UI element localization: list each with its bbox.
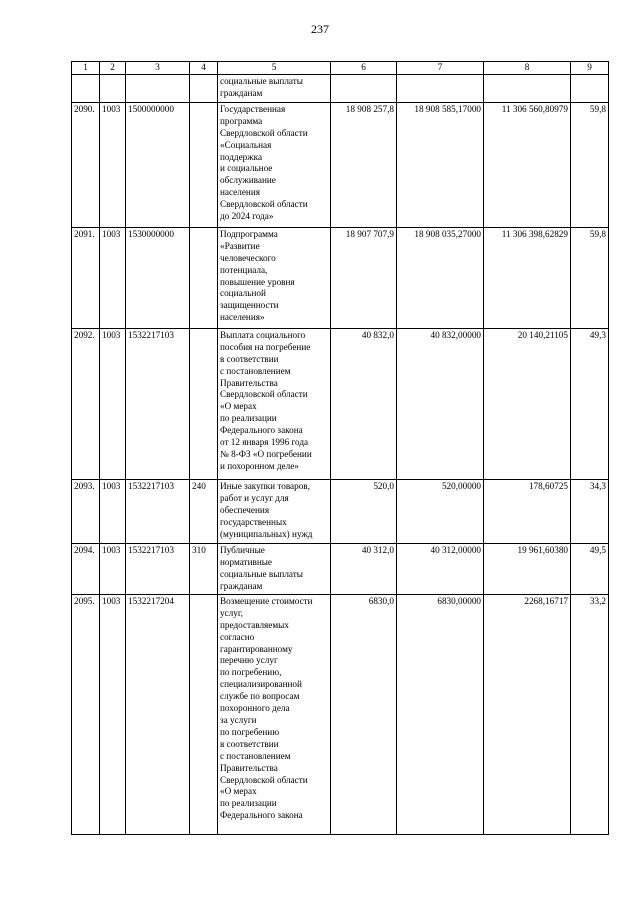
target-article-code: 1530000000: [126, 227, 190, 328]
section-code: [100, 74, 126, 102]
table-row: [72, 479, 609, 543]
item-name: Публичные нормативные социальные выплаты гражданам: [218, 543, 331, 594]
planned-amount: [331, 74, 397, 102]
expense-type-code: 310: [190, 543, 218, 594]
item-name: Государственная программа Свердловской области «Социальная поддержка и социальное обслуживание населения Свердловской области до 2024 года»: [218, 102, 331, 227]
table-row: [72, 102, 609, 227]
section-code: 1003: [100, 328, 126, 479]
column-header: 8: [484, 62, 571, 75]
table-row: [72, 543, 609, 594]
target-article-code: 1532217103: [126, 479, 190, 543]
expense-type-code: [190, 227, 218, 328]
budget-table: [71, 61, 609, 835]
planned-amount: 18 908 257,8: [331, 102, 397, 227]
row-number: 2092.: [72, 328, 100, 479]
item-name: Подпрограмма «Развитие человеческого потенциала, повышение уровня социальной защищенности населения»: [218, 227, 331, 328]
adjusted-amount: 6830,00000: [397, 594, 484, 834]
executed-amount: 19 961,60380: [484, 543, 571, 594]
adjusted-amount: [397, 74, 484, 102]
execution-percent: 59,8: [571, 227, 609, 328]
adjusted-amount: 40 312,00000: [397, 543, 484, 594]
section-code: 1003: [100, 227, 126, 328]
executed-amount: 178,60725: [484, 479, 571, 543]
row-number: [72, 74, 100, 102]
column-header: 4: [190, 62, 218, 75]
target-article-code: [126, 74, 190, 102]
expense-type-code: [190, 594, 218, 834]
column-header: 7: [397, 62, 484, 75]
planned-amount: 520,0: [331, 479, 397, 543]
column-header: 5: [218, 62, 331, 75]
expense-type-code: 240: [190, 479, 218, 543]
execution-percent: 34,3: [571, 479, 609, 543]
planned-amount: 40 312,0: [331, 543, 397, 594]
planned-amount: 6830,0: [331, 594, 397, 834]
column-header: 3: [126, 62, 190, 75]
table-row: [72, 594, 609, 834]
table-row: [72, 227, 609, 328]
section-code: 1003: [100, 543, 126, 594]
expense-type-code: [190, 74, 218, 102]
item-name: Возмещение стоимости услуг, предоставляемых согласно гарантированному перечню услуг по погребению, специализированной службе по вопросам похоронного дела за услуги по погребению в соответствии с постановлением Правительства Свердловской области «О мерах по реализации Федерального закона: [218, 594, 331, 834]
adjusted-amount: 18 908 035,27000: [397, 227, 484, 328]
table-row: [72, 74, 609, 102]
adjusted-amount: 18 908 585,17000: [397, 102, 484, 227]
column-header: 6: [331, 62, 397, 75]
item-name: социальные выплаты гражданам: [218, 74, 331, 102]
execution-percent: 33,2: [571, 594, 609, 834]
table-row: [72, 328, 609, 479]
execution-percent: 59,8: [571, 102, 609, 227]
row-number: 2094.: [72, 543, 100, 594]
row-number: 2095.: [72, 594, 100, 834]
executed-amount: 2268,16717: [484, 594, 571, 834]
section-code: 1003: [100, 102, 126, 227]
expense-type-code: [190, 102, 218, 227]
adjusted-amount: 40 832,00000: [397, 328, 484, 479]
target-article-code: 1532217204: [126, 594, 190, 834]
row-number: 2090.: [72, 102, 100, 227]
expense-type-code: [190, 328, 218, 479]
page-number: 237: [311, 22, 329, 36]
section-code: 1003: [100, 479, 126, 543]
execution-percent: 49,3: [571, 328, 609, 479]
section-code: 1003: [100, 594, 126, 834]
target-article-code: 1532217103: [126, 328, 190, 479]
executed-amount: 11 306 398,62829: [484, 227, 571, 328]
executed-amount: 20 140,21105: [484, 328, 571, 479]
target-article-code: 1500000000: [126, 102, 190, 227]
item-name: Иные закупки товаров, работ и услуг для обеспечения государственных (муниципальных) нужд: [218, 479, 331, 543]
column-header: 2: [100, 62, 126, 75]
target-article-code: 1532217103: [126, 543, 190, 594]
executed-amount: 11 306 560,80979: [484, 102, 571, 227]
planned-amount: 18 907 707,9: [331, 227, 397, 328]
execution-percent: [571, 74, 609, 102]
table-header-row: [72, 62, 609, 75]
column-header: 9: [571, 62, 609, 75]
row-number: 2091.: [72, 227, 100, 328]
column-header: 1: [72, 62, 100, 75]
planned-amount: 40 832,0: [331, 328, 397, 479]
executed-amount: [484, 74, 571, 102]
adjusted-amount: 520,00000: [397, 479, 484, 543]
execution-percent: 49,5: [571, 543, 609, 594]
row-number: 2093.: [72, 479, 100, 543]
item-name: Выплата социального пособия на погребение в соответствии с постановлением Правительства Свердловской области «О мерах по реализации Федерального закона от 12 января 1996 года № 8-ФЗ «О погребении и похоронном деле»: [218, 328, 331, 479]
